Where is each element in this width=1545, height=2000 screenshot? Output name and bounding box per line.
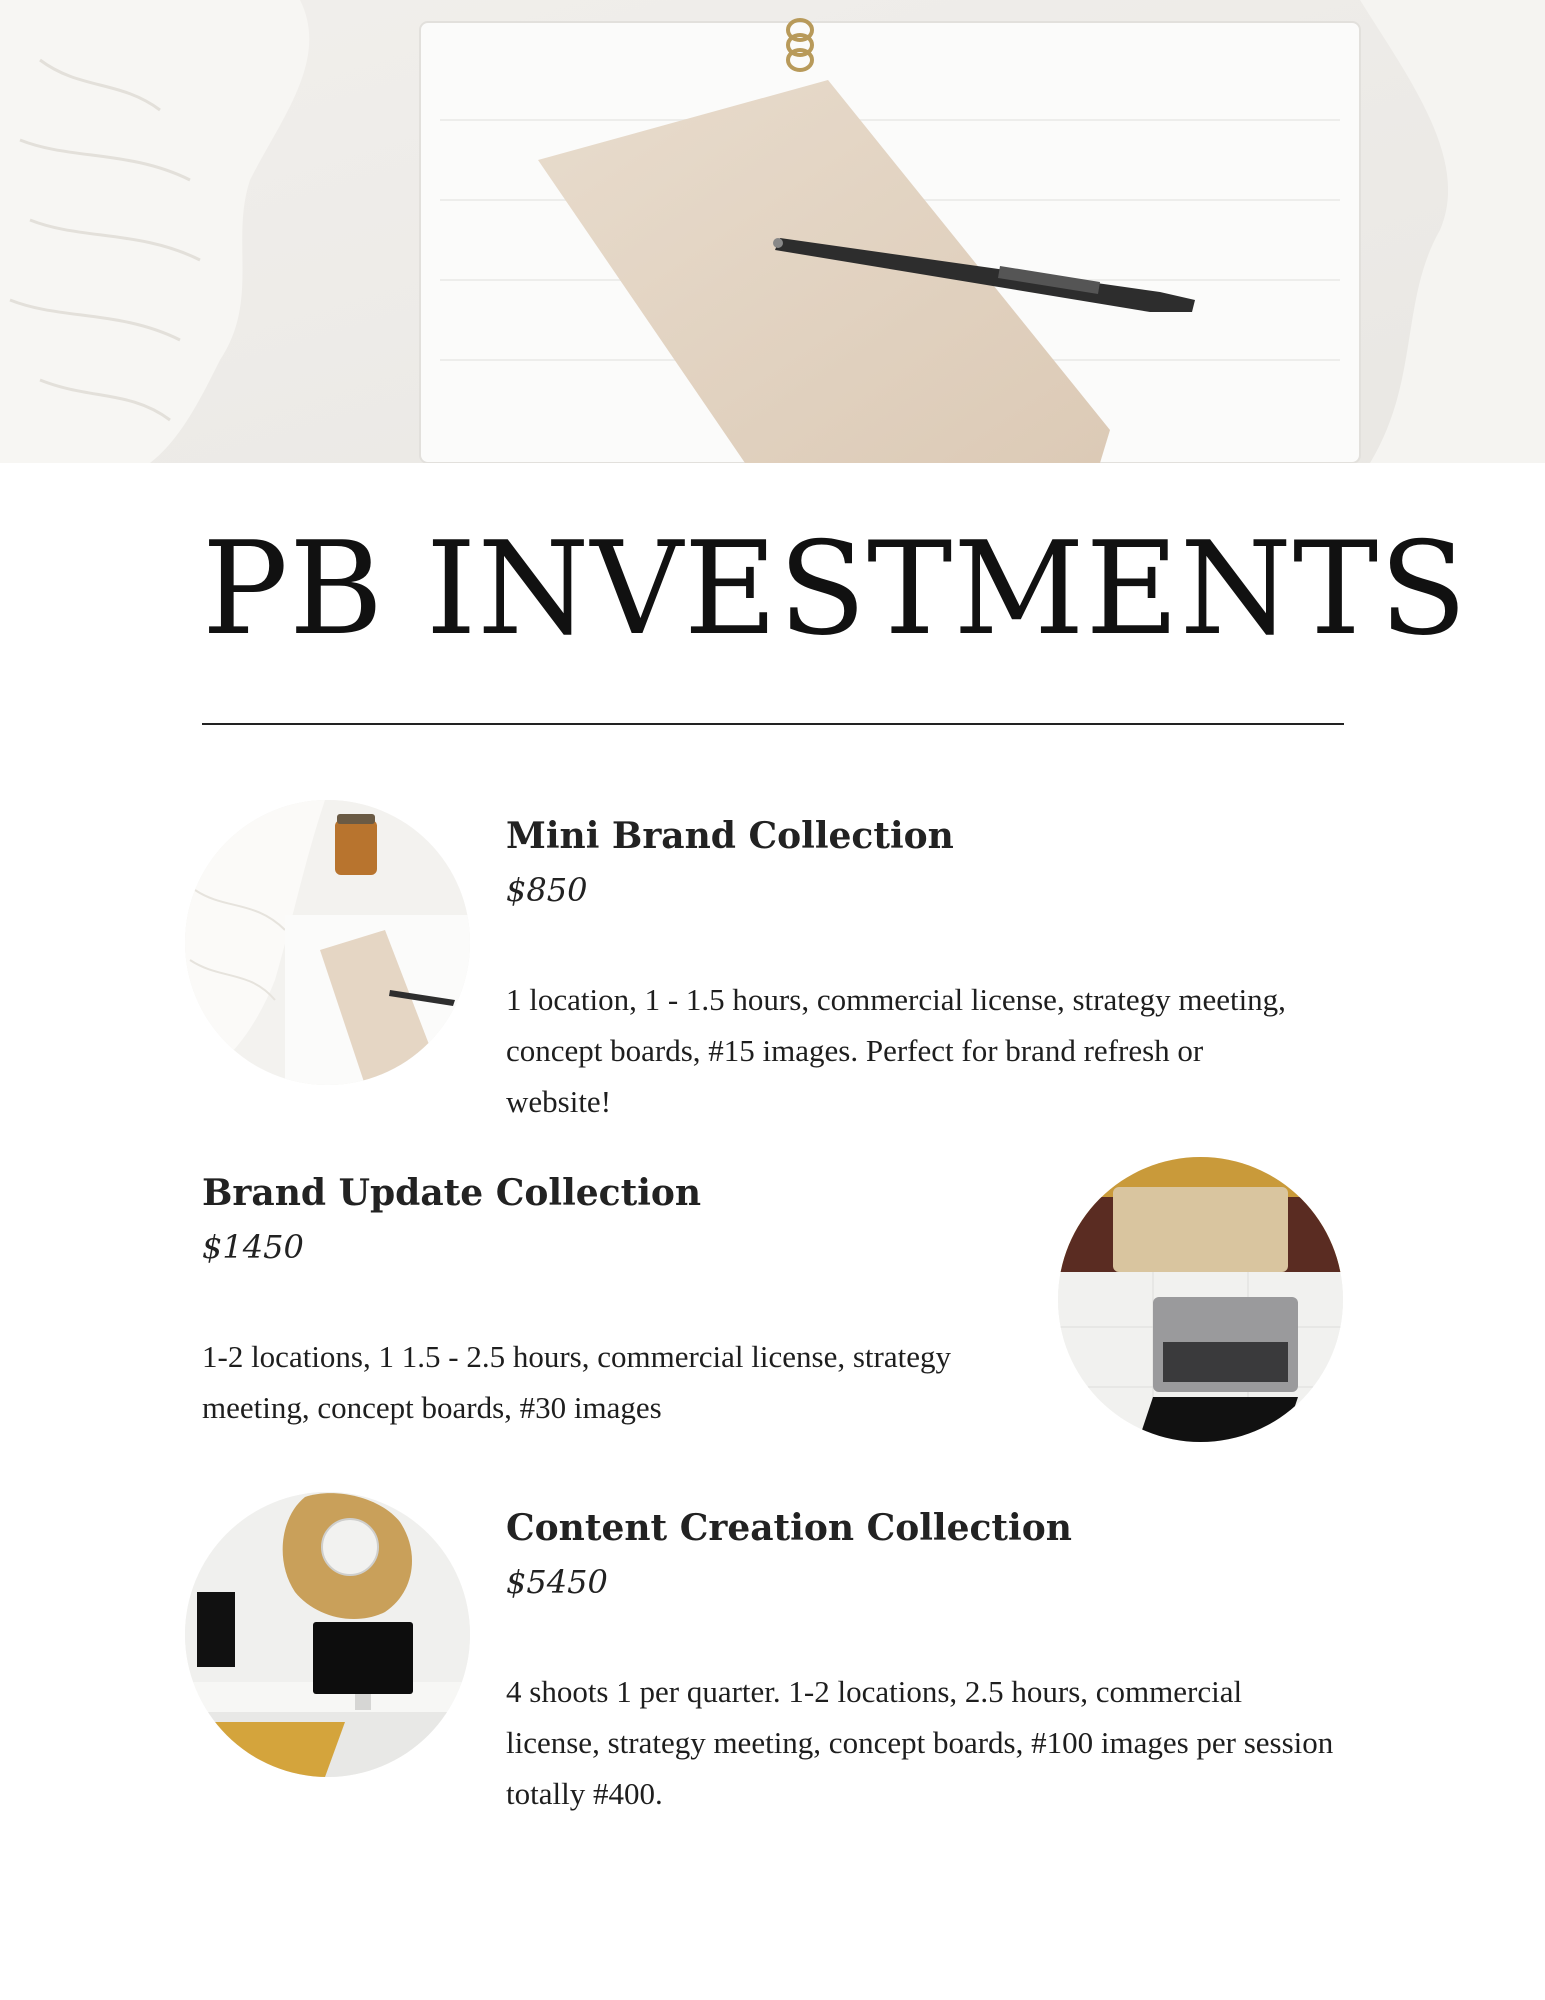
title-divider bbox=[202, 723, 1344, 725]
package-name: Content Creation Collection bbox=[506, 1507, 1072, 1549]
brand-update-photo bbox=[1058, 1157, 1343, 1442]
hero-photo bbox=[0, 0, 1545, 463]
package-name: Mini Brand Collection bbox=[506, 815, 954, 857]
package-price: $850 bbox=[506, 871, 588, 909]
package-mini-brand bbox=[506, 810, 1306, 1127]
page-title: PB INVESTMENTS bbox=[202, 515, 1468, 664]
package-brand-update bbox=[202, 1167, 1032, 1433]
package-price: $5450 bbox=[506, 1563, 608, 1601]
mini-brand-photo bbox=[185, 800, 470, 1085]
content-creation-photo bbox=[185, 1492, 470, 1777]
package-description: 1 location, 1 - 1.5 hours, commercial license, strategy meeting, concept boards, #15 images. Perfect for brand refresh or website! bbox=[506, 982, 1286, 1119]
package-price: $1450 bbox=[202, 1228, 304, 1266]
package-description: 1-2 locations, 1 1.5 - 2.5 hours, commercial license, strategy meeting, concept boards, #30 images bbox=[202, 1339, 951, 1425]
package-description: 4 shoots 1 per quarter. 1-2 locations, 2.5 hours, commercial license, strategy meeting, concept boards, #100 images per session totally #400. bbox=[506, 1674, 1334, 1811]
package-content-creation bbox=[506, 1502, 1336, 1819]
package-name: Brand Update Collection bbox=[202, 1172, 702, 1214]
